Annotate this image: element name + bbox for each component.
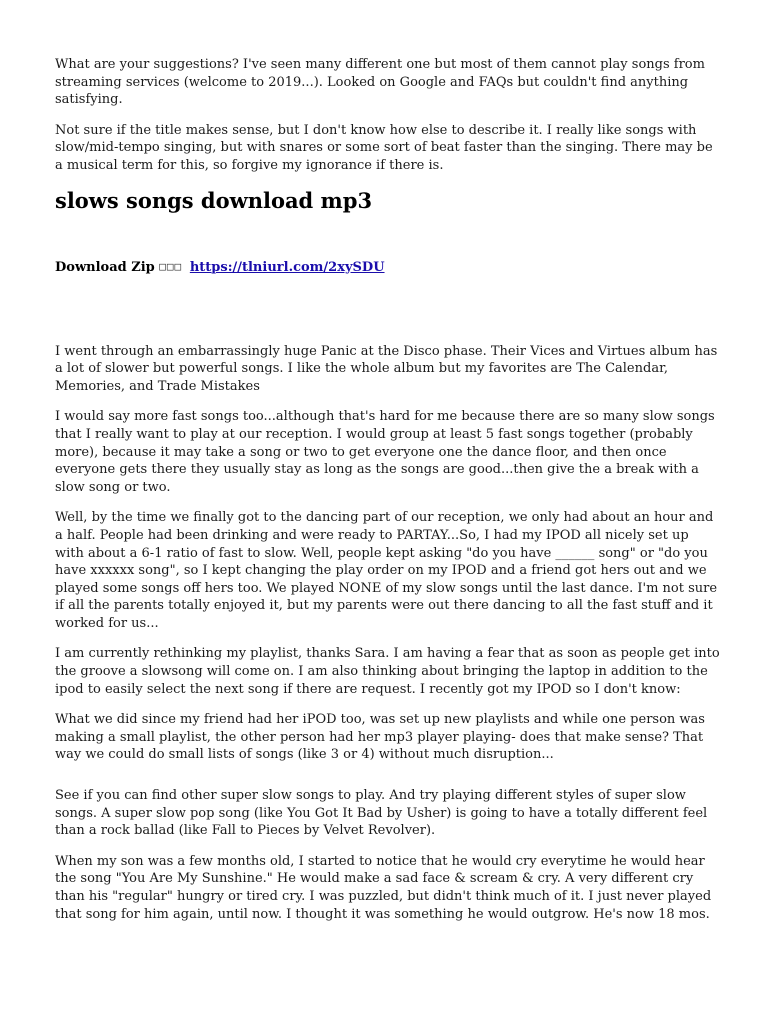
document-page bbox=[55, 56, 720, 936]
body-paragraph-1: I went through an embarrassingly huge Panic at the Disco phase. Their Vices and Virtues album has a lot of slower but powerful songs. I like the whole album but my favorites are The Calendar, Memories, and Trade Mistakes bbox=[55, 343, 718, 394]
arrow-glyphs-icon: □□□ bbox=[159, 259, 183, 273]
body-paragraph-3: Well, by the time we finally got to the dancing part of our reception, we only had about an hour and a half. People had been drinking and were ready to PARTAY...So, I had my IPOD all nicely set up with about a 6-1 ratio of fast to slow. Well, people kept asking "do you have ______ song" or "do you have xxxxxx song", so I kept changing the play order on my IPOD and a friend got hers out and we played some songs off hers too. We played NONE of my slow songs until the last dance. I'm not sure if all the parents totally enjoyed it, but my parents were out there dancing to all the fast stuff and it worked for us... bbox=[55, 510, 718, 631]
download-label: Download Zip bbox=[55, 259, 155, 275]
spacer bbox=[55, 777, 720, 787]
download-line bbox=[55, 258, 720, 277]
download-link[interactable]: https://tlniurl.com/2xySDU bbox=[189, 259, 385, 275]
page-title: slows songs download mp3 bbox=[55, 187, 373, 213]
intro-paragraph-1: What are your suggestions? I've seen many different one but most of them cannot play songs from streaming services (welcome to 2019...). Looked on Google and FAQs but couldn't find anything satisfying. bbox=[55, 57, 705, 108]
spacer bbox=[55, 277, 720, 343]
body-paragraph-4: I am currently rethinking my playlist, thanks Sara. I am having a fear that as soon as people get into the groove a slowsong will come on. I am also thinking about bringing the laptop in addition to the ipod to easily select the next song if there are request. I recently got my IPOD so I don't know: bbox=[55, 646, 720, 697]
intro-paragraph-2: Not sure if the title makes sense, but I don't know how else to describe it. I really like songs with slow/mid-tempo singing, but with snares or some sort of beat faster than the singing. There may be a musical term for this, so forgive my ignorance if there is. bbox=[55, 122, 713, 173]
body-paragraph-5: What we did since my friend had her iPOD too, was set up new playlists and while one person was making a small playlist, the other person had her mp3 player playing- does that make sense? That way we could do small lists of songs (like 3 or 4) without much disruption... bbox=[55, 712, 705, 763]
body-paragraph-7: When my son was a few months old, I started to notice that he would cry everytime he would hear the song "You Are My Sunshine." He would make a sad face & scream & cry. A very different cry than his "regular" hungry or tired cry. I was puzzled, but didn't think much of it. I just never played that song for him again, until now. I thought it was something he would outgrow. He's now 18 mos. bbox=[55, 853, 712, 922]
body-paragraph-6: See if you can find other super slow songs to play. And try playing different styles of super slow songs. A super slow pop song (like You Got It Bad by Usher) is going to have a totally different feel than a rock ballad (like Fall to Pieces by Velvet Revolver). bbox=[55, 788, 708, 839]
body-paragraph-2: I would say more fast songs too...although that's hard for me because there are so many slow songs that I really want to play at our reception. I would group at least 5 fast songs together (probably more), because it may take a song or two to get everyone one the dance floor, and then once everyone gets there they usually stay as long as the songs are good...then give the a break with a slow song or two. bbox=[55, 409, 715, 495]
